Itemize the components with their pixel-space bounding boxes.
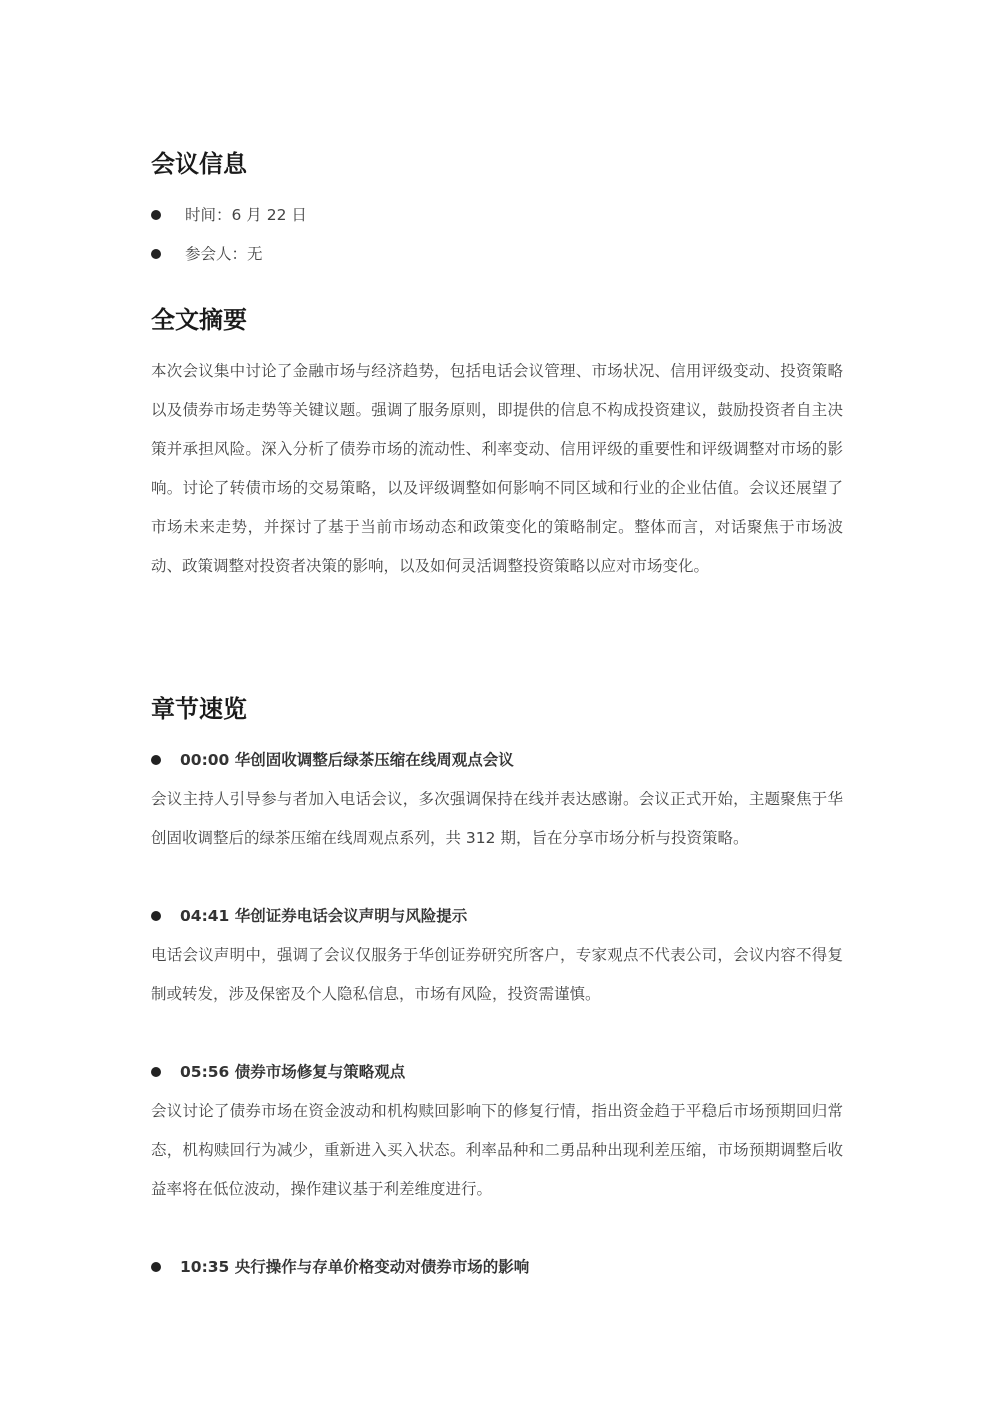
chapter-text: 会议讨论了债券市场在资金波动和机构赎回影响下的修复行情，指出资金趋于平稳后市场预期回归常态，机构赎回行为减少，重新进入买入状态。利率品种和二勇品种出现利差压缩，市场预期调整后收益率将在低位波动，操作建议基于利差维度进行。 — [151, 1102, 843, 1198]
chapter-title-text: 05:56 债券市场修复与策略观点 — [180, 1063, 406, 1081]
meeting-info-heading: 会议信息 — [151, 150, 247, 178]
chapters-heading: 章节速览 — [151, 695, 247, 723]
chapter-text: 电话会议声明中，强调了会议仅服务于华创证券研究所客户，专家观点不代表公司，会议内容不得复制或转发，涉及保密及个人隐私信息，市场有风险，投资需谨慎。 — [151, 946, 843, 1003]
chapter-title-text: 10:35 央行操作与存单价格变动对债券市场的影响 — [180, 1258, 530, 1276]
bullet-dot — [151, 911, 161, 921]
bullet-dot — [151, 249, 161, 259]
chapter-title-text: 04:41 华创证券电话会议声明与风险提示 — [180, 907, 468, 925]
bullet-dot — [151, 210, 161, 220]
bullet-dot — [151, 1262, 161, 1272]
summary-heading: 全文摘要 — [151, 306, 247, 334]
summary-text: 本次会议集中讨论了金融市场与经济趋势，包括电话会议管理、市场状况、信用评级变动、投资策略以及债券市场走势等关键议题。强调了服务原则，即提供的信息不构成投资建议，鼓励投资者自主决策并承担风险。深入分析了债券市场的流动性、利率变动、信用评级的重要性和评级调整对市场的影响。讨论了转债市场的交易策略，以及评级调整如何影响不同区域和行业的企业估值。会议还展望了市场未来走势，并探讨了基于当前市场动态和政策变化的策略制定。整体而言，对话聚焦于市场波动、政策调整对投资者决策的影响，以及如何灵活调整投资策略以应对市场变化。 — [151, 362, 843, 575]
bullet-dot — [151, 1067, 161, 1077]
chapter-title-text: 00:00 华创固收调整后绿茶压缩在线周观点会议 — [180, 751, 514, 769]
bullet-dot — [151, 755, 161, 765]
chapter-text: 会议主持人引导参与者加入电话会议，多次强调保持在线并表达感谢。会议正式开始，主题聚焦于华创固收调整后的绿茶压缩在线周观点系列，共 312 期，旨在分享市场分析与投资策略。 — [151, 790, 843, 847]
meeting-participants: 参会人：无 — [185, 245, 263, 263]
meeting-time: 时间：6 月 22 日 — [185, 206, 307, 224]
